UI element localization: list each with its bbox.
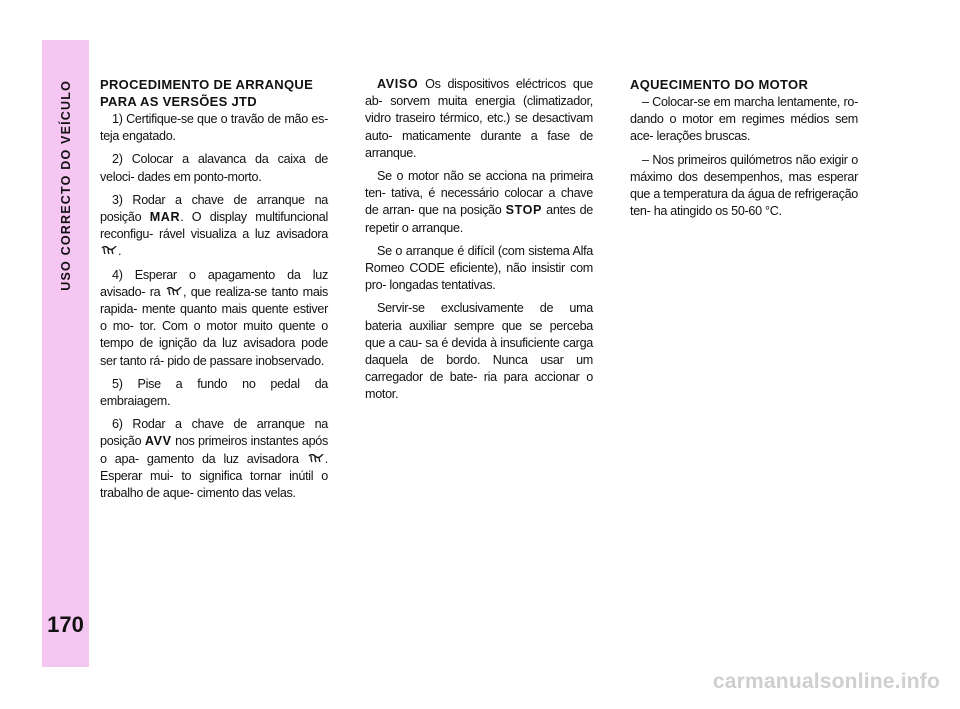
step-2: 2) Colocar a alavanca da caixa de veloci- dades em ponto-morto.	[100, 152, 328, 184]
glow-plug-warning-icon	[308, 454, 324, 464]
column-left	[100, 76, 328, 508]
step-4	[100, 267, 328, 370]
aviso-text: Os dispositivos eléctricos que ab- sorvem muita energia (climatizador, vidro traseiro térmico, etc.) se desactivam auto- maticamente durante a fase de arranque.	[365, 77, 593, 160]
step-6-text-end: . Esperar mui- to significa tornar inútil o trabalho de aque- cimento das velas.	[100, 451, 328, 501]
warmup-paragraph-1: – Colocar-se em marcha lentamente, ro- dando o motor em regimes médios sem ace- lerações bruscas.	[630, 95, 858, 144]
step-3-text-cont: . O display multifuncional reconfigu- rável visualiza a luz avisadora	[100, 210, 328, 242]
step-6-text: 6) Rodar a chave de arranque na posição	[100, 417, 328, 449]
page-number: 170	[47, 612, 84, 637]
key-position-stop: STOP	[505, 203, 543, 218]
aviso-paragraph	[365, 76, 593, 162]
step-6	[100, 416, 328, 502]
section-title	[54, 80, 78, 290]
heading-aquecimento: AQUECIMENTO DO MOTOR	[630, 77, 809, 92]
watermark: carmanualsonline.info	[712, 670, 940, 693]
difficult-start-paragraph: Se o arranque é difícil (com sistema Alfa Romeo CODE eficiente), não insistir com pro- longadas tentativas.	[365, 243, 593, 293]
step-3-end: .	[118, 244, 122, 259]
stop-text: Se o motor não se acciona na primeira ten- tativa, é necessário colocar a chave de arran- que na posição	[365, 169, 593, 218]
column-right	[630, 76, 858, 226]
warmup-paragraph-2: – Nos primeiros quilómetros não exigir o máximo dos desempenhos, mas esperar que a temperatura da água de refrigeração ten- ha atingido os 50-60 °C.	[630, 152, 858, 219]
aviso-label: AVISO	[377, 77, 419, 91]
heading-arranque-jtd: PROCEDIMENTO DE ARRANQUE PARA AS VERSÕES JTD	[100, 77, 314, 109]
stop-paragraph	[365, 168, 593, 237]
column-middle	[365, 76, 593, 410]
step-5: 5) Pise a fundo no pedal da embraiagem.	[100, 376, 328, 409]
step-6-text-mid: nos primeiros instantes após o apa- gamento da luz avisadora	[100, 434, 328, 466]
step-3	[100, 192, 328, 261]
step-1: 1) Certifique-se que o travão de mão es- teja engatado.	[100, 112, 328, 144]
glow-plug-warning-icon	[101, 246, 117, 256]
step-4-text-cont: , que realiza-se tanto mais rapida- mente quanto mais quente estiver o mo- tor. Com o motor muito quente o tempo de ignição da luz avisadora pode ser tanto rá- pido de passare inobservado.	[100, 284, 329, 368]
key-position-mar: MAR	[149, 210, 181, 225]
glow-plug-warning-icon	[166, 287, 182, 297]
key-position-avv: AVV	[144, 434, 172, 449]
section-title-text: USO CORRECTO DO VEÍCULO	[59, 79, 73, 291]
battery-paragraph: Servir-se exclusivamente de uma bateria auxiliar sempre que se perceba que a cau- sa é devida à insuficiente carga daquela de bordo. Nunca usar um carregador de bate- ria para accionar o motor.	[365, 301, 593, 402]
stop-text-cont: antes de repetir o arranque.	[365, 203, 593, 235]
step-4-text: 4) Esperar o apagamento da luz avisado- ra	[100, 267, 328, 299]
step-3-text: 3) Rodar a chave de arranque na posição	[100, 192, 328, 225]
